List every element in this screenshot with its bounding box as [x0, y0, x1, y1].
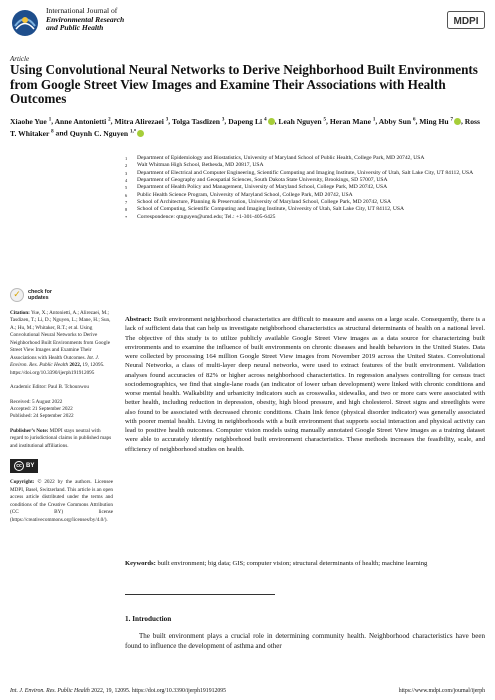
- affiliation-item: [125, 155, 485, 162]
- author-name: Mitra Alirezaei $^3$: [114, 116, 169, 126]
- author-affiliation-number: 1: [48, 117, 52, 122]
- orcid-icon[interactable]: [454, 118, 461, 125]
- author-affiliation-number: 2: [108, 117, 111, 122]
- author-name: Dapeng Li $^4$: [228, 117, 274, 126]
- journal-name: [46, 7, 124, 33]
- ijerph-logo-icon: [10, 8, 40, 38]
- footer-citation: 2022, 19, 12095. https://doi.org/10.3390/ijerph191912095: [91, 688, 227, 694]
- affiliation-text: Public Health Science Program, University of Maryland School, College Park, MD 20742, USA: [137, 191, 353, 198]
- affiliation-text: Correspondence: qtnguyen@umd.edu; Tel.: +1-301-405-6425: [137, 213, 276, 220]
- affiliation-text: School of Architecture, Planning & Preservation, University of Maryland School, College Park, MD 20742, USA: [137, 199, 392, 206]
- author-name: Anne Antonietti $^2$: [54, 116, 111, 126]
- author-name: Abby Sun $^6$: [378, 116, 416, 126]
- citation-volume: 19, 12095. https://doi.org/10.3390/ijerph191912095: [10, 362, 105, 376]
- check-updates-icon: ✓: [10, 288, 24, 302]
- author-affiliation-number: 1: [372, 117, 376, 122]
- author-list: Xiaohe Yue $^1$, Anne Antonietti $^2$, Mitra Alirezaei $^3$, Tolga Tasdizen $^3$, Dapeng Li $^4$ , Leah Nguyen $^5$, Heran Mane $^1$, Abby Sun $^6$, Ming Hu $^7$ , Ross T. Whitaker $^8$ and Quynh C. Nguyen $^{1,*}$: [10, 116, 480, 138]
- affiliation-item: [125, 170, 485, 177]
- affiliation-text: School of Computing, Scientific Computing and Imaging Institute, University of Utah, Salt Lake City, UT 84112, USA: [137, 206, 405, 213]
- orcid-icon[interactable]: [137, 130, 144, 137]
- affiliation-number: 6: [125, 192, 128, 198]
- citation-label: Citation:: [10, 310, 30, 316]
- abstract-label: Abstract:: [125, 316, 152, 323]
- affiliation-text: Department of Health Policy and Management, University of Maryland School, College Park, MD 20742, USA: [137, 184, 388, 191]
- affiliation-number: *: [125, 214, 128, 220]
- received-date: Received: 5 August 2022: [10, 398, 63, 405]
- affiliation-text: Department of Epidemiology and Biostatistics, University of Maryland School of Public Health, College Park, MD 20742, USA: [137, 155, 425, 161]
- check-for-updates-button[interactable]: [10, 288, 113, 302]
- affiliation-number: 4: [125, 178, 128, 184]
- affiliation-number: 2: [125, 163, 128, 169]
- abstract: [125, 315, 485, 454]
- author-name: Ross T. Whitaker $^8$: [10, 116, 480, 138]
- affiliation-text: Department of Electrical and Computer Engineering, Scientific Computing and Imaging Institute, University of Utah, Salt Lake City, UT 84112, USA: [137, 169, 474, 176]
- author-name: Ming Hu $^7$: [419, 117, 461, 126]
- citation-text: Yue, X.; Antonietti, A.; Alirezaei, M.; Tasdizen, T.; Li, D.; Nguyen, L.; Mane, H.; Sun, A.; Hu, M.; Whitaker, R.T.; et al. Using Convolutional Neural Networks to Derive Neighborhood Built Environments from Google Street View Images and Examine Their Associations with Health Outcomes.: [10, 310, 111, 361]
- academic-editor: Academic Editor: Paul B. Tchounwou: [10, 384, 89, 391]
- citation-year: 2022,: [69, 362, 82, 369]
- copyright-label: Copyright:: [10, 479, 35, 486]
- affiliation-item: [125, 214, 485, 221]
- author-name: Heran Mane $^1$: [329, 116, 376, 126]
- article-title: Using Convolutional Neural Networks to Derive Neighborhood Built Environments from Google Street View Images and Examine Their Associations with Health Outcomes: [10, 62, 478, 107]
- abstract-text: Built environment neighborhood characteristics are difficult to measure and assess on a large scale. Consequently, there is a lack of sufficient data that can help us investigate neighborhood characteristics as structural determinants of health on a national level. The objective of this study is to utilize publicly available Google Street View images as a data source for characterizing built environments and to examine the influence of built environments on chronic diseases and health behaviors in the United States. Data were collected by processing 164 million Google Street View images from November 2019 across the United States. Convolutional Neural Networks, a class of multi-layer deep neural networks, were used to extract features of the built environment. Validation analyses found accuracies of 82% or higher across neighborhood characteristics. In regression analyses controlling for census tract sociodemographics, we find that single-lane roads (an indicator of lower urban development) were linked with chronic conditions and worse mental health. Walkability and urbanicity indicators such as crosswalks, sidewalks, and two or more cars were associated with better health, including reduction in depression, obesity, high blood pressure, and high cholesterol. Street signs and streetlights were also found to be associated with decreased chronic conditions. Chain link fence (physical disorder indicator) was generally associated with poorer mental health. Living in neighborhoods with a built environment that supports social interaction and physical activity can lead to positive health outcomes. Computer vision models using manually annotated Google Street View images as a training dataset were able to accurately identify neighborhood built environment characteristics. These methods increases the feasibility, scale, and efficiency of neighborhood studies on health.: [125, 316, 485, 453]
- footer-journal: Int. J. Environ. Res. Public Health: [10, 688, 90, 694]
- author-affiliation-number: 8: [51, 129, 54, 135]
- affiliation-item: [125, 192, 485, 199]
- affiliation-item: [125, 184, 485, 191]
- affiliation-number: 8: [125, 207, 128, 213]
- publisher-note-text: MDPI stays neutral with regard to jurisdictional claims in published maps and institutional affiliations.: [10, 427, 112, 449]
- introduction-text: The built environment plays a crucial role in determining community health. Neighborhood characteristics have been found to influence the development of asthma and other: [125, 632, 485, 651]
- affiliation-number: 5: [125, 185, 128, 191]
- dates-block: [10, 399, 113, 421]
- keywords-label: Keywords:: [125, 560, 156, 567]
- author-affiliation-number: 3: [165, 117, 169, 122]
- copyright-block: [10, 479, 113, 524]
- citation-journal: Int. J. Environ. Res. Public Health: [10, 354, 100, 369]
- page-footer: [10, 688, 485, 694]
- author-name: Leah Nguyen $^5$: [278, 116, 327, 126]
- article-type: Article: [10, 55, 30, 63]
- author-and: and: [53, 128, 70, 138]
- author-affiliation-number: 1,*: [130, 129, 137, 135]
- journal-name-line2: Environmental Research: [46, 14, 125, 24]
- creative-commons-icon[interactable]: cc BY: [10, 459, 38, 473]
- publisher-note-label: Publisher’s Note:: [10, 427, 49, 434]
- affiliation-number: 7: [125, 200, 128, 206]
- keywords: [125, 559, 485, 568]
- affiliation-text: Walt Whitman High School, Bethesda, MD 20817, USA: [137, 162, 264, 169]
- orcid-icon[interactable]: [268, 118, 275, 125]
- affiliation-item: [125, 162, 485, 169]
- author-affiliation-number: 3: [221, 117, 225, 122]
- citation-block: [10, 310, 113, 377]
- mdpi-logo-icon: [447, 11, 485, 29]
- author-affiliation-number: 7: [450, 117, 453, 122]
- affiliation-item: [125, 206, 485, 213]
- author-name: Tolga Tasdizen $^3$: [171, 116, 225, 126]
- affiliations: [125, 155, 485, 221]
- author-affiliation-number: 4: [264, 117, 267, 122]
- author-affiliation-number: 5: [323, 117, 327, 122]
- accepted-date: Accepted: 21 September 2022: [10, 405, 73, 412]
- section-divider: [125, 594, 275, 595]
- cc-by-label: BY: [26, 462, 35, 469]
- sidebar: [10, 288, 113, 524]
- published-date: Published: 24 September 2022: [10, 413, 74, 420]
- journal-name-line3: and Public Health: [46, 23, 104, 33]
- journal-name-line1: International Journal of: [46, 6, 118, 15]
- author-name: Xiaohe Yue $^1$: [10, 116, 52, 126]
- affiliation-number: 1: [125, 156, 128, 161]
- affiliation-number: 3: [125, 170, 128, 176]
- check-updates-line2: updates: [28, 295, 49, 301]
- svg-text:MDPI: MDPI: [453, 16, 479, 27]
- author-name: Quynh C. Nguyen $^{1,*}$: [70, 129, 145, 138]
- footer-journal-url[interactable]: https://www.mdpi.com/journal/ijerph: [398, 688, 485, 694]
- keywords-text: built environment; big data; GIS; computer vision; structural determinants of health; machine learning: [157, 560, 428, 567]
- copyright-text: © 2022 by the authors. Licensee MDPI, Basel, Switzerland. This article is an open access article distributed under the terms and conditions of the Creative Commons Attribution (CC BY) license (https://creativecommons.org/licenses/by/4.0/).: [10, 479, 114, 523]
- introduction-heading: 1. Introduction: [125, 615, 172, 623]
- publisher-note: [10, 428, 113, 450]
- author-affiliation-number: 6: [412, 117, 416, 122]
- affiliation-text: Department of Geography and Geospatial Sciences, South Dakota State University, Brookings, SD 57007, USA: [137, 177, 388, 184]
- check-updates-line1: check for: [28, 289, 52, 295]
